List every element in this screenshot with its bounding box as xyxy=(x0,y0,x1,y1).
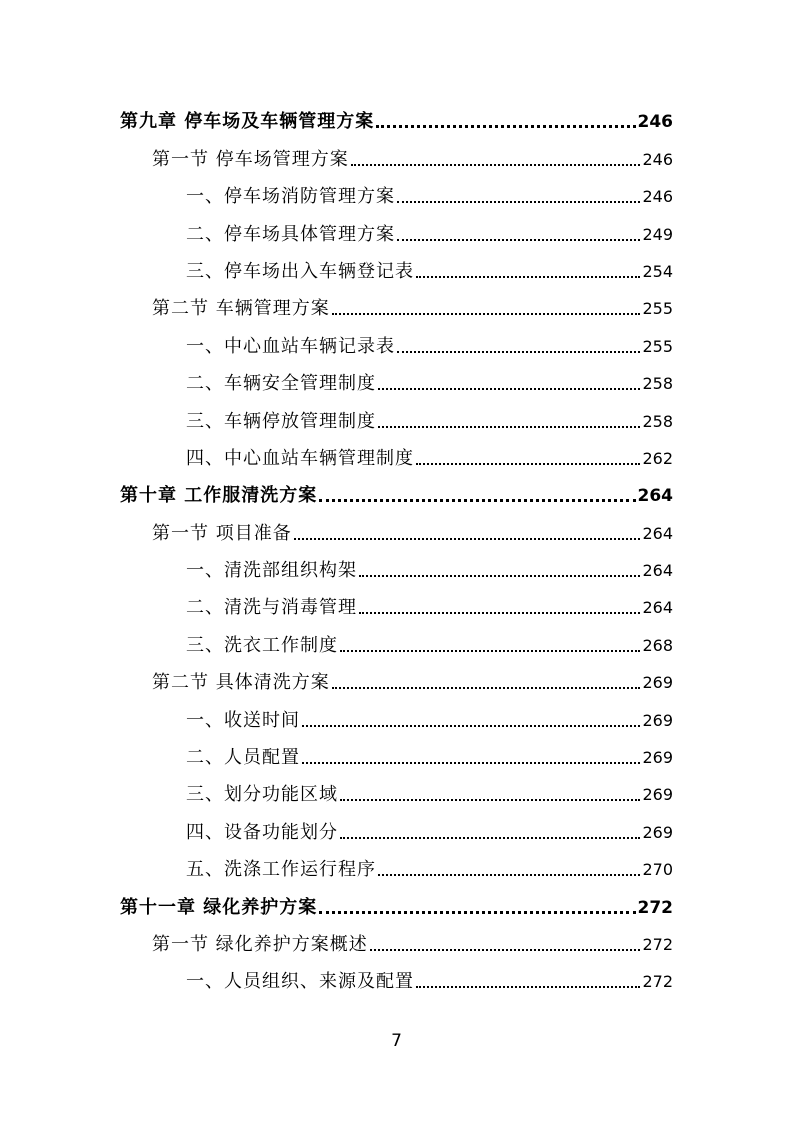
toc-entry-page: 246 xyxy=(642,187,673,207)
toc-subsection-entry[interactable] xyxy=(120,624,673,661)
toc-entry-label: 第二节 具体清洗方案 xyxy=(152,672,330,694)
toc-dot-leader xyxy=(376,125,635,128)
toc-entry-label: 三、车辆停放管理制度 xyxy=(186,410,376,432)
toc-subsection-entry[interactable] xyxy=(120,699,673,736)
toc-dot-leader xyxy=(319,911,635,914)
toc-entry-page: 246 xyxy=(637,112,673,133)
toc-subsection-entry[interactable] xyxy=(120,438,673,475)
toc-dot-leader xyxy=(302,725,640,727)
toc-dot-leader xyxy=(397,239,640,241)
toc-entry-page: 249 xyxy=(642,224,673,244)
toc-entry-label: 一、收送时间 xyxy=(186,709,300,731)
toc-entry-page: 258 xyxy=(642,411,673,431)
toc-entry-page: 272 xyxy=(637,897,673,918)
toc-entry-page: 255 xyxy=(642,299,673,319)
toc-entry-label: 二、停车场具体管理方案 xyxy=(186,223,395,245)
toc-dot-leader xyxy=(416,463,640,465)
table-of-contents xyxy=(120,101,673,998)
toc-subsection-entry[interactable] xyxy=(120,176,673,213)
toc-chapter-entry[interactable] xyxy=(120,886,673,923)
toc-dot-leader xyxy=(378,388,640,390)
toc-entry-page: 272 xyxy=(642,972,673,992)
toc-entry-label: 一、停车场消防管理方案 xyxy=(186,186,395,208)
toc-section-entry[interactable] xyxy=(120,662,673,699)
toc-dot-leader xyxy=(294,538,641,540)
toc-dot-leader xyxy=(370,949,641,951)
toc-dot-leader xyxy=(416,276,640,278)
toc-entry-page: 264 xyxy=(637,486,673,507)
toc-entry-label: 一、人员组织、来源及配置 xyxy=(186,971,414,993)
toc-dot-leader xyxy=(302,762,640,764)
toc-dot-leader xyxy=(340,837,640,839)
page-number: 7 xyxy=(391,1031,402,1051)
toc-entry-page: 258 xyxy=(642,374,673,394)
toc-entry-label: 四、中心血站车辆管理制度 xyxy=(186,447,414,469)
toc-chapter-entry[interactable] xyxy=(120,101,673,138)
toc-entry-label: 一、中心血站车辆记录表 xyxy=(186,335,395,357)
toc-dot-leader xyxy=(378,874,640,876)
toc-dot-leader xyxy=(332,313,641,315)
toc-entry-page: 269 xyxy=(642,710,673,730)
toc-dot-leader xyxy=(319,499,635,502)
toc-entry-label: 第十章 工作服清洗方案 xyxy=(120,485,318,507)
toc-entry-label: 二、清洗与消毒管理 xyxy=(186,597,357,619)
toc-entry-label: 第一节 绿化养护方案概述 xyxy=(152,933,368,955)
toc-entry-label: 五、洗涤工作运行程序 xyxy=(186,859,376,881)
toc-subsection-entry[interactable] xyxy=(120,400,673,437)
toc-subsection-entry[interactable] xyxy=(120,774,673,811)
toc-entry-label: 四、设备功能划分 xyxy=(186,821,338,843)
toc-entry-page: 269 xyxy=(642,822,673,842)
toc-dot-leader xyxy=(397,351,640,353)
toc-subsection-entry[interactable] xyxy=(120,587,673,624)
toc-entry-label: 第一节 停车场管理方案 xyxy=(152,148,349,170)
toc-dot-leader xyxy=(378,426,640,428)
toc-subsection-entry[interactable] xyxy=(120,325,673,362)
toc-entry-page: 255 xyxy=(642,336,673,356)
toc-subsection-entry[interactable] xyxy=(120,363,673,400)
toc-entry-page: 268 xyxy=(642,635,673,655)
toc-section-entry[interactable] xyxy=(120,512,673,549)
toc-subsection-entry[interactable] xyxy=(120,811,673,848)
toc-entry-page: 269 xyxy=(642,748,673,768)
toc-entry-label: 三、停车场出入车辆登记表 xyxy=(186,260,414,282)
toc-entry-page: 264 xyxy=(642,523,673,543)
toc-entry-label: 二、人员配置 xyxy=(186,747,300,769)
toc-subsection-entry[interactable] xyxy=(120,550,673,587)
toc-entry-page: 269 xyxy=(642,673,673,693)
toc-dot-leader xyxy=(359,612,640,614)
toc-entry-label: 二、车辆安全管理制度 xyxy=(186,373,376,395)
toc-entry-label: 一、清洗部组织构架 xyxy=(186,560,357,582)
toc-dot-leader xyxy=(359,575,640,577)
toc-entry-page: 270 xyxy=(642,860,673,880)
toc-entry-label: 三、划分功能区域 xyxy=(186,784,338,806)
toc-entry-label: 第一节 项目准备 xyxy=(152,522,292,544)
toc-dot-leader xyxy=(340,650,640,652)
toc-entry-label: 第二节 车辆管理方案 xyxy=(152,298,330,320)
toc-entry-page: 246 xyxy=(642,149,673,169)
toc-section-entry[interactable] xyxy=(120,924,673,961)
toc-entry-page: 262 xyxy=(642,448,673,468)
toc-entry-page: 272 xyxy=(642,934,673,954)
toc-subsection-entry[interactable] xyxy=(120,737,673,774)
toc-entry-page: 269 xyxy=(642,785,673,805)
toc-entry-page: 264 xyxy=(642,598,673,618)
toc-subsection-entry[interactable] xyxy=(120,251,673,288)
toc-subsection-entry[interactable] xyxy=(120,849,673,886)
toc-dot-leader xyxy=(416,986,640,988)
toc-subsection-entry[interactable] xyxy=(120,961,673,998)
toc-chapter-entry[interactable] xyxy=(120,475,673,512)
toc-entry-label: 三、洗衣工作制度 xyxy=(186,634,338,656)
toc-entry-page: 264 xyxy=(642,561,673,581)
toc-section-entry[interactable] xyxy=(120,288,673,325)
toc-dot-leader xyxy=(340,799,640,801)
toc-dot-leader xyxy=(397,201,640,203)
toc-section-entry[interactable] xyxy=(120,138,673,175)
toc-dot-leader xyxy=(351,164,641,166)
toc-entry-label: 第九章 停车场及车辆管理方案 xyxy=(120,111,375,133)
toc-entry-page: 254 xyxy=(642,261,673,281)
toc-dot-leader xyxy=(332,687,641,689)
toc-subsection-entry[interactable] xyxy=(120,213,673,250)
toc-entry-label: 第十一章 绿化养护方案 xyxy=(120,896,318,918)
